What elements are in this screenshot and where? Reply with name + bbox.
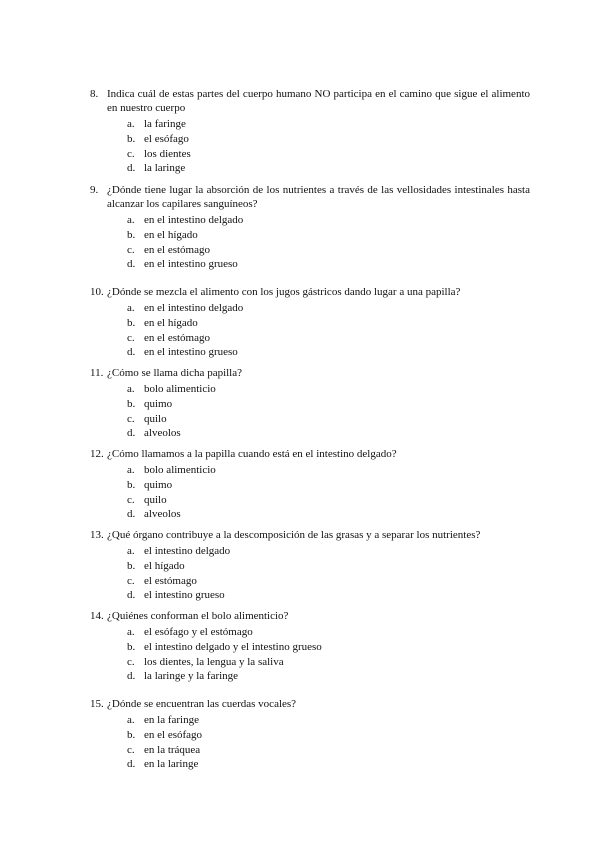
option-letter: d. xyxy=(127,589,136,602)
option-text: quimo xyxy=(144,478,173,491)
answer-option-d xyxy=(90,507,530,522)
option-letter: b. xyxy=(127,397,136,410)
question-14 xyxy=(90,609,530,684)
option-letter: a. xyxy=(127,464,135,476)
option-text: bolo alimenticio xyxy=(144,383,216,395)
answer-options xyxy=(90,117,530,176)
answer-options xyxy=(90,463,530,522)
option-text: en el hígado xyxy=(144,228,198,241)
option-letter: c. xyxy=(127,147,135,160)
option-text: el intestino grueso xyxy=(144,589,225,602)
question-number: 11. xyxy=(90,367,104,379)
option-letter: c. xyxy=(127,743,135,756)
option-text: en el intestino delgado xyxy=(144,214,244,226)
option-text: quimo xyxy=(144,397,173,410)
option-text: en el intestino grueso xyxy=(144,346,238,359)
answer-option-d xyxy=(90,161,530,176)
option-text: alveolos xyxy=(144,427,181,440)
answer-option-c xyxy=(90,493,530,508)
question-8 xyxy=(90,87,530,176)
answer-option-d xyxy=(90,669,530,684)
answer-options xyxy=(90,625,530,684)
answer-option-d xyxy=(90,588,530,603)
answer-option-d xyxy=(90,426,530,441)
answer-option-c xyxy=(90,243,530,258)
question-header xyxy=(90,447,530,461)
option-letter: c. xyxy=(127,574,135,587)
question-header xyxy=(90,366,530,380)
option-text: el intestino delgado xyxy=(144,545,231,557)
option-letter: b. xyxy=(127,132,136,145)
option-text: la laringe xyxy=(144,162,186,175)
answer-option-b xyxy=(90,728,530,743)
question-header xyxy=(90,285,530,299)
question-11 xyxy=(90,366,530,441)
option-letter: c. xyxy=(127,412,135,425)
question-header xyxy=(90,697,530,711)
option-text: quilo xyxy=(144,412,167,425)
option-letter: b. xyxy=(127,559,136,572)
answer-option-c xyxy=(90,574,530,589)
option-text: el esófago y el estómago xyxy=(144,626,253,638)
answer-option-b xyxy=(90,478,530,493)
question-text: ¿Dónde tiene lugar la absorción de los nutrientes a través de las vellosidades intestinales hasta alcanzar los capilares sanguíneos? xyxy=(107,184,530,210)
question-text: ¿Dónde se encuentran las cuerdas vocales? xyxy=(107,698,297,710)
question-text: ¿Quiénes conforman el bolo alimenticio? xyxy=(107,610,289,622)
option-text: el intestino delgado y el intestino grueso xyxy=(144,640,322,653)
option-letter: a. xyxy=(127,383,135,395)
answer-options xyxy=(90,382,530,441)
answer-option-a xyxy=(90,213,530,228)
option-letter: c. xyxy=(127,493,135,506)
answer-option-d xyxy=(90,257,530,272)
question-15 xyxy=(90,697,530,772)
option-text: en el esófago xyxy=(144,728,203,741)
option-text: el estómago xyxy=(144,574,197,587)
option-text: los dientes xyxy=(144,147,191,160)
option-letter: a. xyxy=(127,118,135,130)
option-text: alveolos xyxy=(144,508,181,521)
option-text: en el intestino delgado xyxy=(144,302,244,314)
option-letter: b. xyxy=(127,640,136,653)
option-letter: d. xyxy=(127,346,136,359)
question-13 xyxy=(90,528,530,603)
question-header xyxy=(90,528,530,542)
question-text: Indica cuál de estas partes del cuerpo humano NO participa en el camino que sigue el alimento en nuestro cuerpo xyxy=(107,88,530,114)
option-text: en la laringe xyxy=(144,758,199,771)
question-9 xyxy=(90,183,530,272)
question-text: ¿Dónde se mezcla el alimento con los jugos gástricos dando lugar a una papilla? xyxy=(107,286,461,298)
option-text: la faringe xyxy=(144,118,186,130)
answer-option-a xyxy=(90,382,530,397)
option-letter: d. xyxy=(127,427,136,440)
answer-option-c xyxy=(90,331,530,346)
answer-option-c xyxy=(90,147,530,162)
option-letter: b. xyxy=(127,316,136,329)
answer-option-a xyxy=(90,301,530,316)
option-text: en el estómago xyxy=(144,331,210,344)
answer-option-b xyxy=(90,559,530,574)
option-letter: b. xyxy=(127,478,136,491)
answer-option-b xyxy=(90,132,530,147)
option-letter: a. xyxy=(127,302,135,314)
option-letter: d. xyxy=(127,258,136,271)
question-header xyxy=(90,87,530,115)
answer-option-a xyxy=(90,625,530,640)
option-letter: c. xyxy=(127,243,135,256)
option-letter: d. xyxy=(127,508,136,521)
question-number: 9. xyxy=(90,184,99,196)
question-10 xyxy=(90,285,530,360)
option-text: la laringe y la faringe xyxy=(144,670,239,683)
answer-option-a xyxy=(90,463,530,478)
option-text: bolo alimenticio xyxy=(144,464,216,476)
answer-option-a xyxy=(90,713,530,728)
answer-options xyxy=(90,544,530,603)
option-text: en el intestino grueso xyxy=(144,258,238,271)
option-letter: a. xyxy=(127,545,135,557)
option-letter: b. xyxy=(127,728,136,741)
option-text: el hígado xyxy=(144,559,185,572)
answer-option-d xyxy=(90,757,530,772)
option-text: los dientes, la lengua y la saliva xyxy=(144,655,284,668)
question-number: 8. xyxy=(90,88,99,100)
answer-option-b xyxy=(90,640,530,655)
question-number: 10. xyxy=(90,286,104,298)
question-header xyxy=(90,183,530,211)
answer-options xyxy=(90,301,530,360)
question-number: 15. xyxy=(90,698,104,710)
option-letter: d. xyxy=(127,670,136,683)
option-letter: a. xyxy=(127,714,135,726)
answer-options xyxy=(90,213,530,272)
option-letter: c. xyxy=(127,331,135,344)
answer-option-b xyxy=(90,397,530,412)
question-12 xyxy=(90,447,530,522)
answer-option-b xyxy=(90,228,530,243)
option-letter: c. xyxy=(127,655,135,668)
answer-options xyxy=(90,713,530,772)
answer-option-a xyxy=(90,117,530,132)
option-text: quilo xyxy=(144,493,167,506)
answer-option-c xyxy=(90,743,530,758)
option-letter: d. xyxy=(127,758,136,771)
option-text: en la faringe xyxy=(144,714,199,726)
option-text: en la tráquea xyxy=(144,743,201,756)
option-letter: a. xyxy=(127,626,135,638)
answer-option-c xyxy=(90,412,530,427)
question-header xyxy=(90,609,530,623)
answer-option-a xyxy=(90,544,530,559)
option-letter: d. xyxy=(127,162,136,175)
option-letter: a. xyxy=(127,214,135,226)
option-text: en el estómago xyxy=(144,243,210,256)
question-number: 12. xyxy=(90,448,104,460)
question-number: 13. xyxy=(90,529,104,541)
question-number: 14. xyxy=(90,610,104,622)
question-text: ¿Cómo llamamos a la papilla cuando está en el intestino delgado? xyxy=(107,448,397,460)
answer-option-d xyxy=(90,345,530,360)
option-text: el esófago xyxy=(144,132,189,145)
answer-option-b xyxy=(90,316,530,331)
option-letter: b. xyxy=(127,228,136,241)
question-text: ¿Qué órgano contribuye a la descomposición de las grasas y a separar los nutrientes? xyxy=(107,529,481,541)
answer-option-c xyxy=(90,655,530,670)
question-text: ¿Cómo se llama dicha papilla? xyxy=(107,367,243,379)
option-text: en el hígado xyxy=(144,316,198,329)
